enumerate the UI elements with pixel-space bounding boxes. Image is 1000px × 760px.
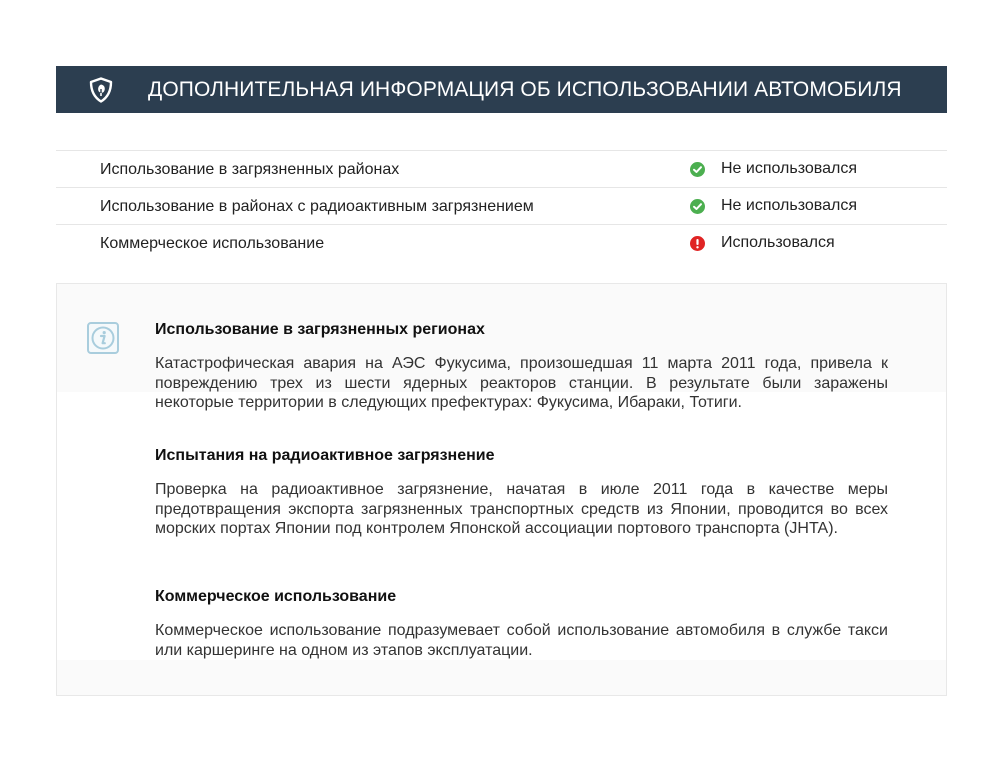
section-title: Коммерческое использование <box>155 588 397 605</box>
info-section <box>155 446 888 539</box>
info-icon <box>87 322 119 354</box>
info-section <box>155 320 888 413</box>
table-row <box>56 150 947 187</box>
status-text: Использовался <box>721 234 835 251</box>
exclamation-circle-icon <box>690 236 705 251</box>
section-text: Коммерческое использование подразумевает собой использование автомобиля в службе такси или каршеринге на одном из этапов эксплуатации. <box>155 622 888 659</box>
row-label: Использование в районах с радиоактивным загрязнением <box>100 198 534 215</box>
section-title: Использование в загрязненных регионах <box>155 321 485 338</box>
section-text: Катастрофическая авария на АЭС Фукусима, произошедшая 11 марта 2011 года, привела к повреждению трех из шести ядерных реакторов станции. В результате были заражены некоторые территории в следующих префектурах: Фукусима, Ибараки, Тотиги. <box>155 355 888 411</box>
section-title: Испытания на радиоактивное загрязнение <box>155 447 495 464</box>
status-text: Не использовался <box>721 197 857 214</box>
section-text: Проверка на радиоактивное загрязнение, начатая в июле 2011 года в качестве меры предотвращения экспорта загрязненных транспортных средств из Японии, проводится во всех морских портах Японии под контролем Японской ассоциации портового транспорта (JHTA). <box>155 481 888 537</box>
table-row <box>56 224 947 261</box>
info-box <box>56 283 947 696</box>
shield-leaf-icon <box>89 77 113 103</box>
check-circle-icon <box>690 162 705 177</box>
usage-table <box>56 150 947 261</box>
row-label: Использование в загрязненных районах <box>100 161 400 178</box>
row-label: Коммерческое использование <box>100 235 325 252</box>
table-row <box>56 187 947 224</box>
info-section <box>155 587 888 660</box>
status-cell <box>690 188 857 224</box>
header-title: ДОПОЛНИТЕЛЬНАЯ ИНФОРМАЦИЯ ОБ ИСПОЛЬЗОВАНИИ АВТОМОБИЛЯ <box>148 78 902 101</box>
status-cell <box>690 225 835 261</box>
status-text: Не использовался <box>721 160 857 177</box>
check-circle-icon <box>690 199 705 214</box>
status-cell <box>690 151 857 187</box>
section-header <box>56 66 947 113</box>
